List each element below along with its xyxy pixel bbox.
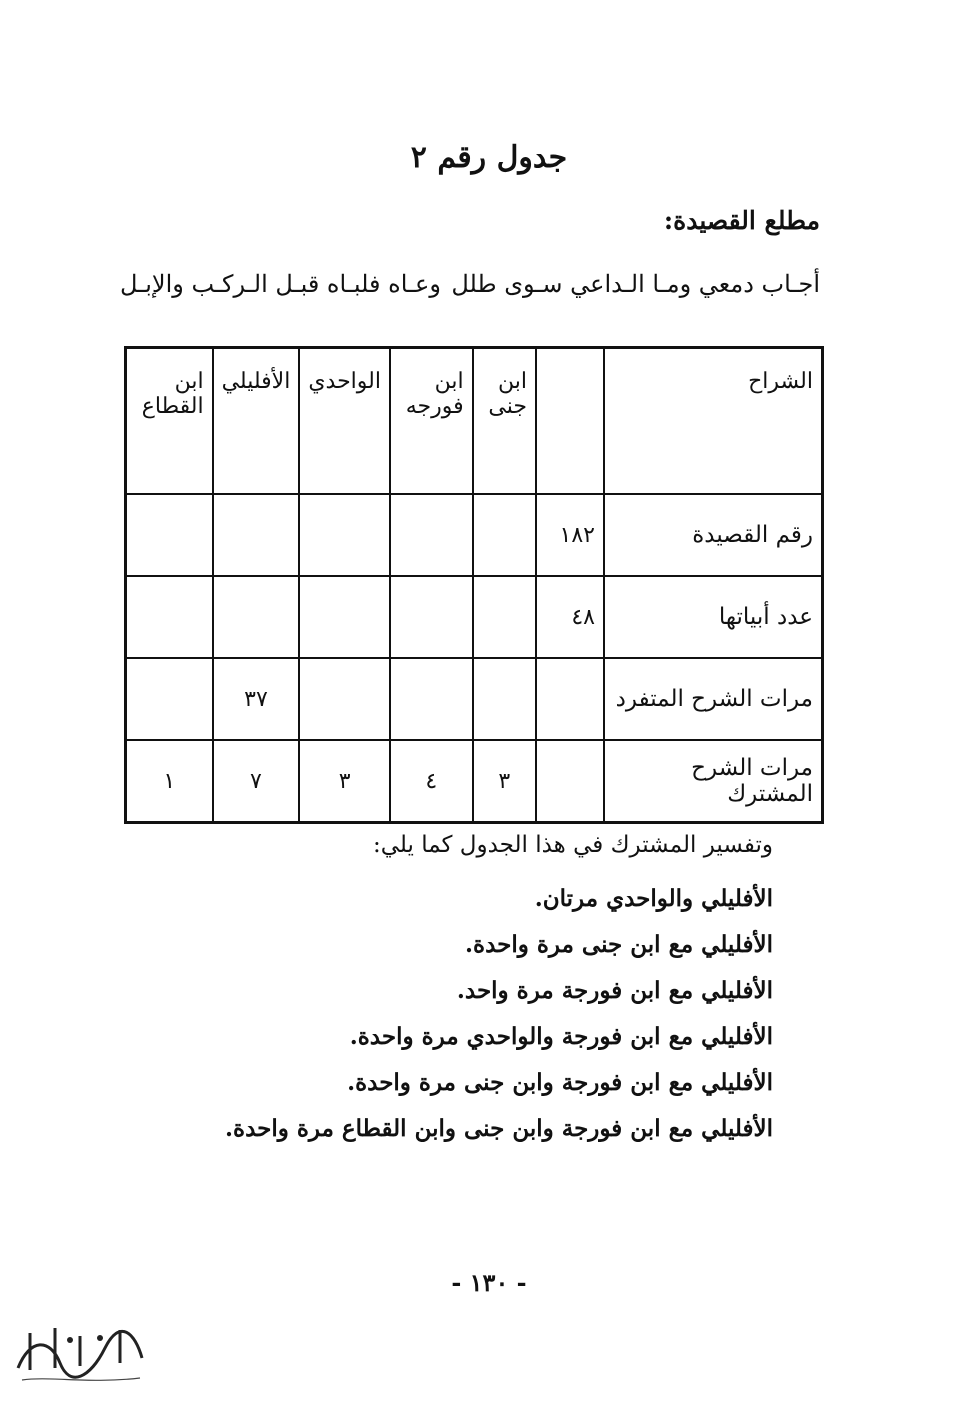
poem-verse (120, 270, 820, 298)
cell-afliili (213, 576, 300, 658)
cell-wahidi (299, 658, 390, 740)
table-row (126, 576, 823, 658)
cell-value (536, 740, 604, 823)
list-item: الأفليلي مع ابن فورجة مرة واحد. (456, 977, 773, 1004)
verse-second-hemistich: وعـاه فلبـاه قبـل الـركـب والإبـل (120, 270, 441, 298)
cell-ibn-furraja (390, 658, 473, 740)
verse-first-hemistich: أجـاب دمعي ومـا الـداعي سـوى طلل (451, 270, 820, 298)
row-label: مرات الشرح المتفرد (604, 658, 823, 740)
cell-wahidi (299, 576, 390, 658)
table-row (126, 740, 823, 823)
header-ibn-furraja: ابن فورجه (390, 348, 473, 495)
cell-ibn-qatta (126, 576, 213, 658)
header-ibn-qatta: ابن القطاع (126, 348, 213, 495)
cell-ibn-qatta (126, 658, 213, 740)
header-wahidi: الواحدي (299, 348, 390, 495)
list-item: الأفليلي والواحدي مرتان. (534, 885, 773, 912)
cell-afliili (213, 494, 300, 576)
commentators-table (124, 346, 824, 824)
publisher-seal-logo (10, 1318, 150, 1388)
list-item: الأفليلي مع ابن فورجة وابن جنى مرة واحدة. (347, 1069, 773, 1096)
cell-afliili: ٣٧ (213, 658, 300, 740)
cell-ibn-qatta: ١ (126, 740, 213, 823)
notes-intro: وتفسير المشترك في هذا الجدول كما يلي: (372, 832, 773, 858)
header-empty (536, 348, 604, 495)
cell-ibn-jinni (473, 494, 536, 576)
row-label: رقم القصيدة (604, 494, 823, 576)
cell-wahidi: ٣ (299, 740, 390, 823)
header-afliili: الأفليلي (213, 348, 300, 495)
page-number: - ١٣٠ - (451, 1268, 527, 1297)
cell-value: ١٨٢ (536, 494, 604, 576)
table-row (126, 494, 823, 576)
row-label: عدد أبياتها (604, 576, 823, 658)
cell-afliili: ٧ (213, 740, 300, 823)
row-label: مرات الشرح المشترك (604, 740, 823, 823)
list-item: الأفليلي مع ابن فورجة وابن جنى وابن القطاع مرة واحدة. (225, 1115, 773, 1142)
cell-value: ٤٨ (536, 576, 604, 658)
table-header-row (126, 348, 823, 495)
cell-wahidi (299, 494, 390, 576)
header-ibn-jinni: ابن جنى (473, 348, 536, 495)
cell-ibn-jinni: ٣ (473, 740, 536, 823)
cell-ibn-qatta (126, 494, 213, 576)
table-row (126, 658, 823, 740)
poem-opening-label: مطلع القصيدة: (663, 206, 820, 235)
cell-ibn-furraja: ٤ (390, 740, 473, 823)
table-title: جدول رقم ٢ (410, 140, 568, 175)
cell-value (536, 658, 604, 740)
header-commentators: الشراح (604, 348, 823, 495)
list-item: الأفليلي مع ابن جنى مرة واحدة. (465, 931, 773, 958)
cell-ibn-jinni (473, 658, 536, 740)
shared-commentary-notes (213, 832, 773, 1152)
cell-ibn-furraja (390, 494, 473, 576)
list-item: الأفليلي مع ابن فورجة والواحدي مرة واحدة. (349, 1023, 773, 1050)
cell-ibn-furraja (390, 576, 473, 658)
cell-ibn-jinni (473, 576, 536, 658)
